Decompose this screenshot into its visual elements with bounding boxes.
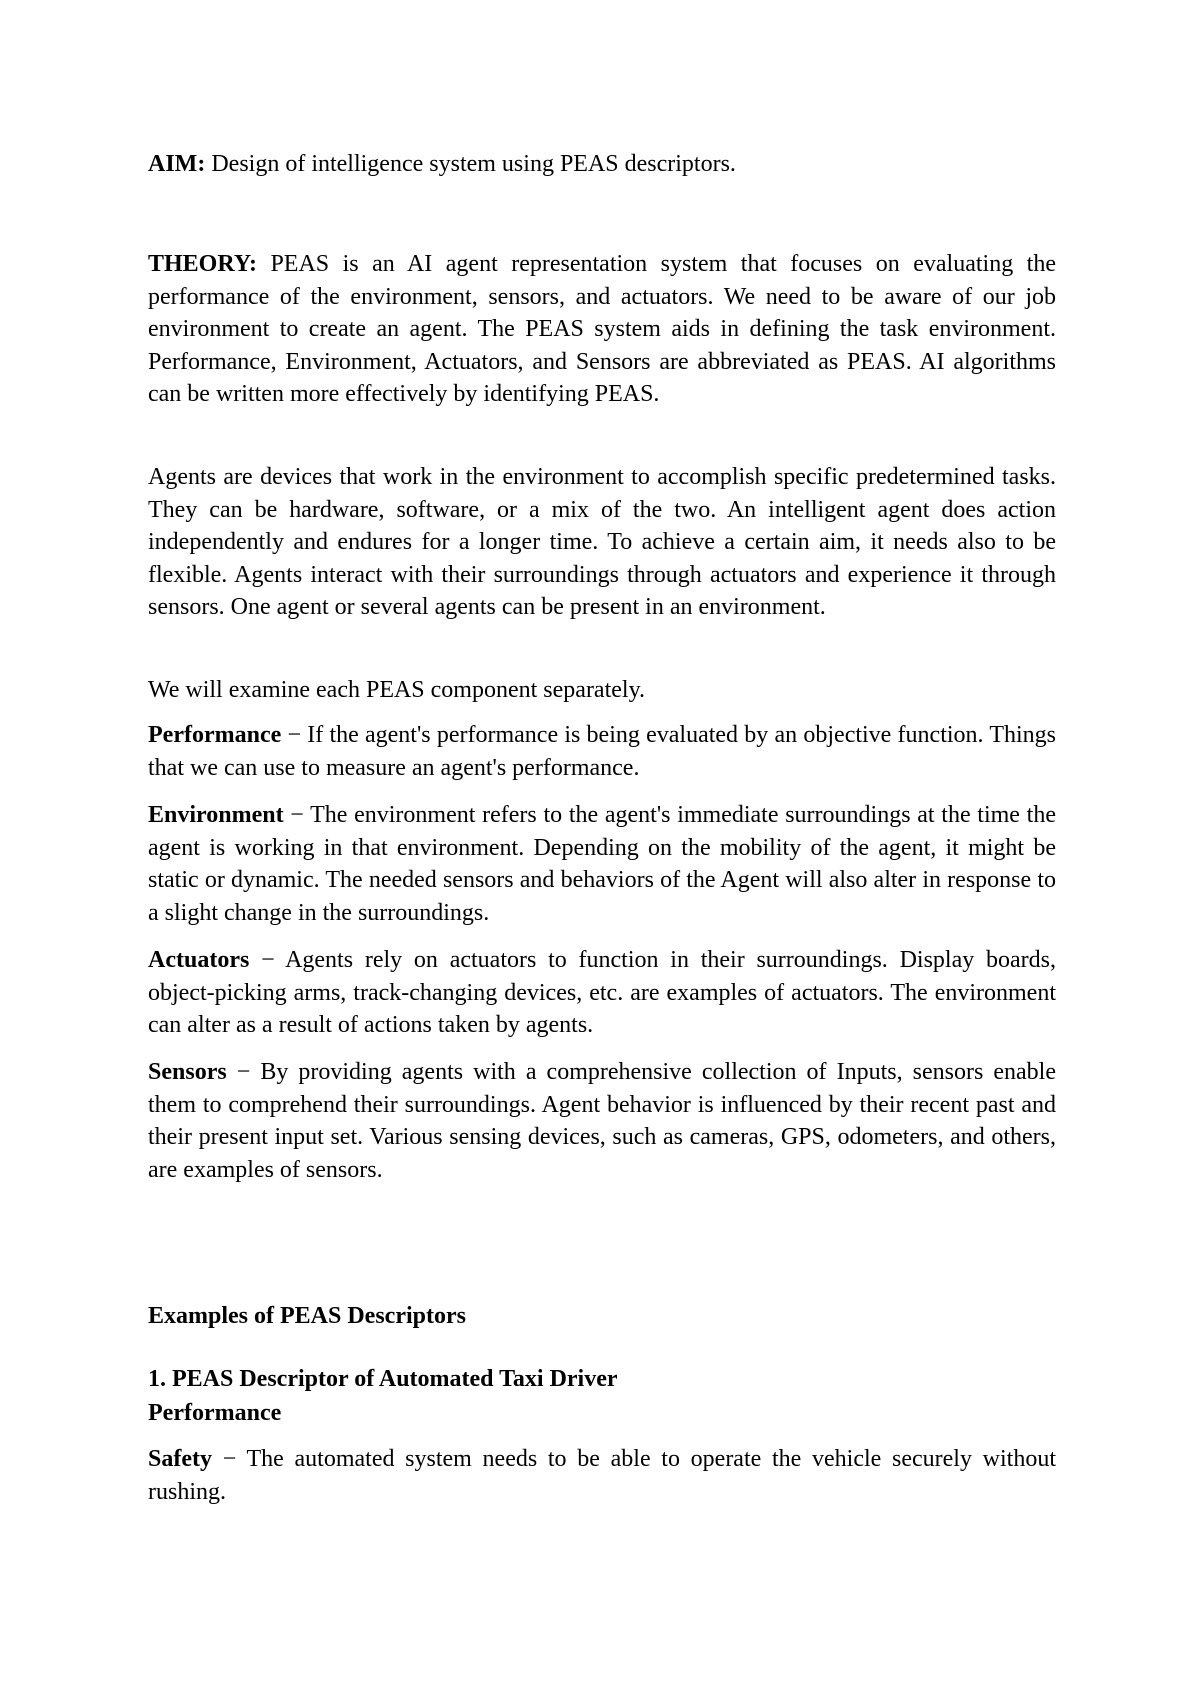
performance-paragraph: [148, 719, 1056, 784]
sensors-text: − By providing agents with a comprehensive collection of Inputs, sensors enable them to comprehend their surroundings. Agent behavior is influenced by their recent past and their present input set. Various sensing devices, such as cameras, GPS, odometers, and others, are examples of sensors.: [148, 1059, 1056, 1183]
taxi-performance-subheading: Performance: [148, 1400, 282, 1426]
performance-text: − If the agent's performance is being evaluated by an objective function. Things that we can use to measure an agent's performance.: [148, 722, 1056, 781]
sensors-paragraph: [148, 1056, 1056, 1186]
aim-paragraph: [148, 148, 1056, 181]
aim-text: Design of intelligence system using PEAS descriptors.: [205, 151, 736, 177]
aim-label: AIM:: [148, 151, 206, 177]
environment-label: Environment: [148, 802, 284, 828]
examples-heading: Examples of PEAS Descriptors: [148, 1303, 466, 1329]
actuators-text: − Agents rely on actuators to function in their surroundings. Display boards, object-picking arms, track-changing devices, etc. are examples of actuators. The environment can alter as a result of actions taken by agents.: [148, 947, 1056, 1038]
safety-paragraph: [148, 1443, 1056, 1508]
environment-paragraph: [148, 799, 1056, 929]
actuators-paragraph: [148, 944, 1056, 1042]
sensors-label: Sensors: [148, 1059, 227, 1085]
taxi-descriptor-heading: 1. PEAS Descriptor of Automated Taxi Driver: [148, 1366, 618, 1392]
examine-paragraph: We will examine each PEAS component separately.: [148, 677, 646, 703]
theory-label: THEORY:: [148, 251, 257, 277]
performance-label: Performance: [148, 722, 282, 748]
actuators-label: Actuators: [148, 947, 250, 973]
agents-paragraph: Agents are devices that work in the environment to accomplish specific predetermined tasks. They can be hardware, software, or a mix of the two. An intelligent agent does action independently and endures for a longer time. To achieve a certain aim, it needs also to be flexible. Agents interact with their surroundings through actuators and experience it through sensors. One agent or several agents can be present in an environment.: [148, 464, 1056, 620]
safety-text: − The automated system needs to be able to operate the vehicle securely without rushing.: [148, 1446, 1056, 1505]
theory-paragraph: [148, 248, 1056, 411]
safety-label: Safety: [148, 1446, 212, 1472]
environment-text: − The environment refers to the agent's immediate surroundings at the time the agent is working in that environment. Depending on the mobility of the agent, it might be static or dynamic. The needed sensors and behaviors of the Agent will also alter in response to a slight change in the surroundings.: [148, 802, 1056, 926]
theory-text: PEAS is an AI agent representation system that focuses on evaluating the performance of the environment, sensors, and actuators. We need to be aware of our job environment to create an agent. The PEAS system aids in defining the task environment. Performance, Environment, Actuators, and Sensors are abbreviated as PEAS. AI algorithms can be written more effectively by identifying PEAS.: [148, 251, 1056, 407]
